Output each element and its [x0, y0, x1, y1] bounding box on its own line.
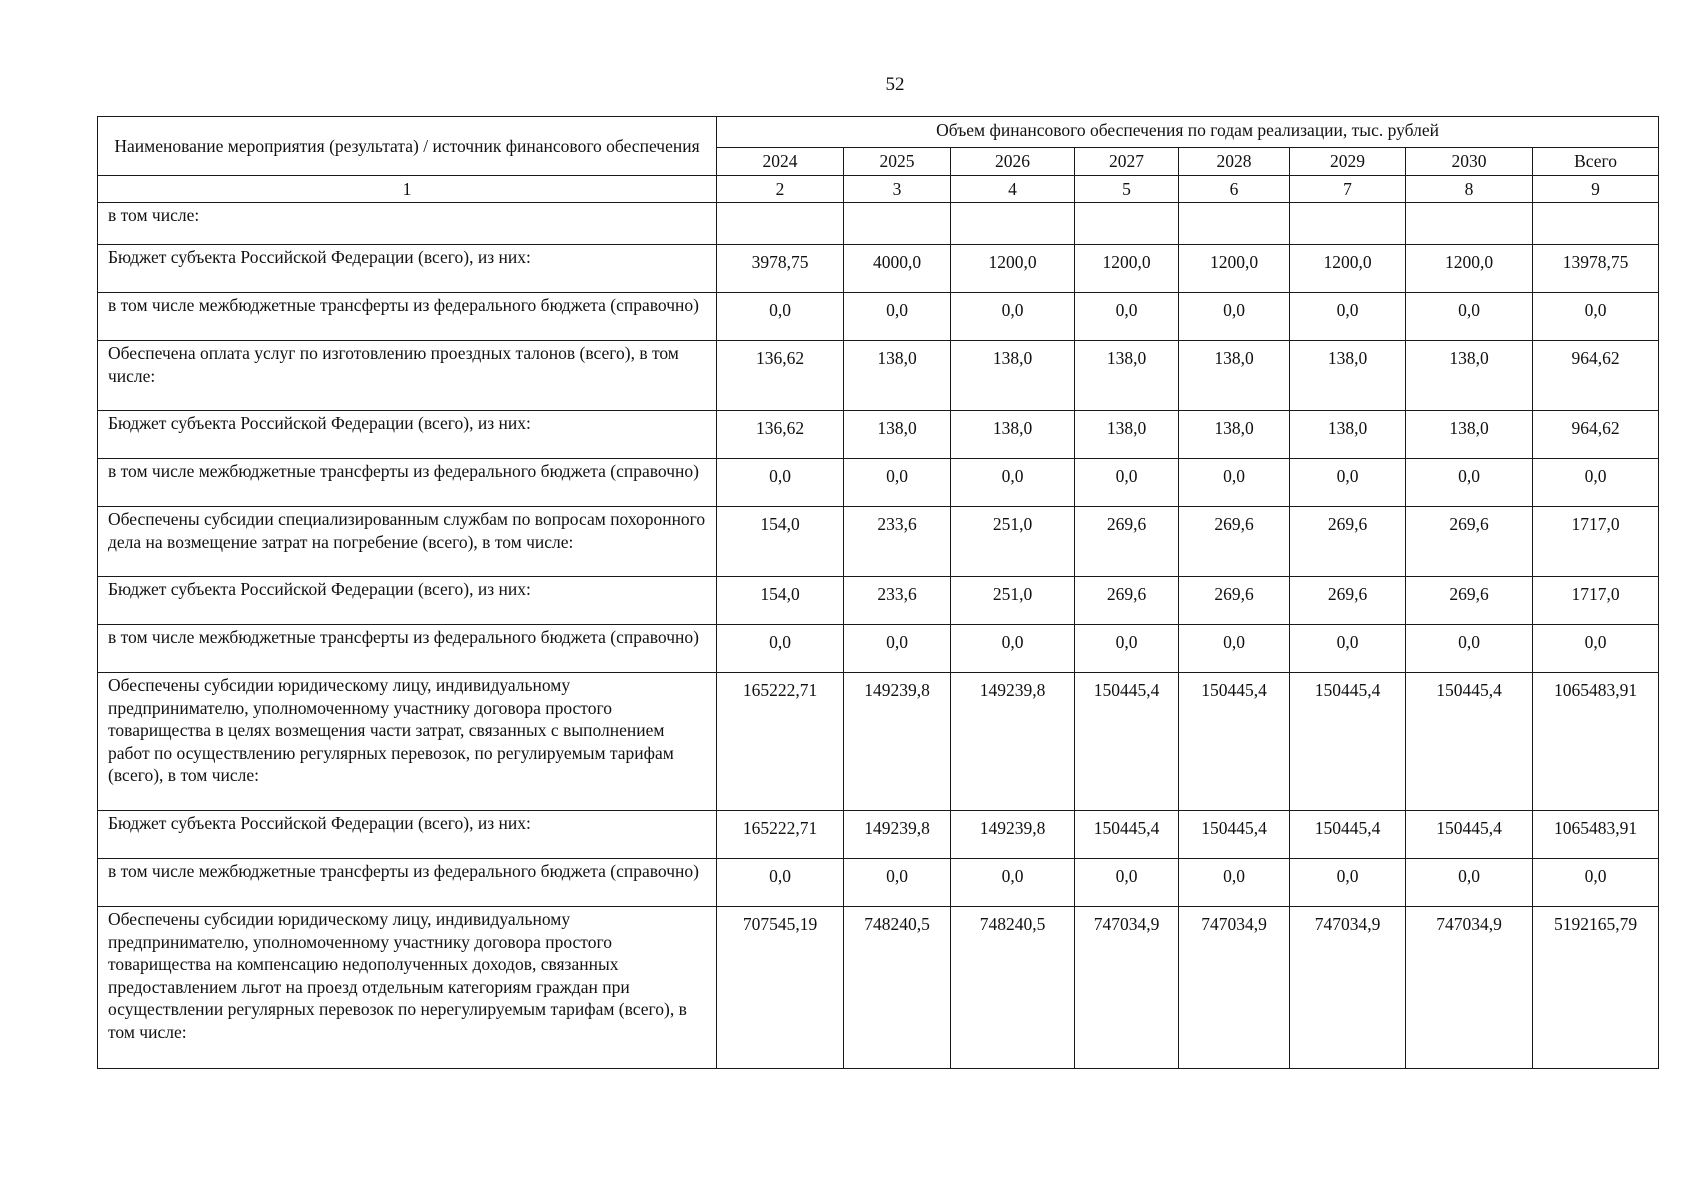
table-row — [98, 293, 1659, 341]
column-number: 3 — [844, 175, 951, 203]
row-value: 1200,0 — [1290, 245, 1406, 293]
row-name: Обеспечены субсидии специализированным службам по вопросам похоронного дела на возмещение затрат на погребение (всего), в том числе: — [98, 507, 717, 577]
row-value: 0,0 — [1179, 293, 1290, 341]
row-value: 165222,71 — [717, 811, 844, 859]
row-value: 165222,71 — [717, 673, 844, 811]
row-value: 0,0 — [1179, 459, 1290, 507]
row-value: 149239,8 — [844, 811, 951, 859]
row-value: 269,6 — [1179, 577, 1290, 625]
table-row — [98, 625, 1659, 673]
header-year: 2024 — [717, 148, 844, 176]
row-value: 269,6 — [1075, 507, 1179, 577]
row-value: 0,0 — [1406, 625, 1533, 673]
row-value: 149239,8 — [844, 673, 951, 811]
row-name: Бюджет субъекта Российской Федерации (всего), из них: — [98, 577, 717, 625]
table-row — [98, 577, 1659, 625]
header-name-column: Наименование мероприятия (результата) / источник финансового обеспечения — [98, 117, 717, 176]
row-name: Обеспечены субсидии юридическому лицу, индивидуальному предпринимателю, уполномоченному участнику договора простого товарищества на компенсацию недополученных доходов, связанных предоставлением льгот на проезд отдельным категориям граждан при осуществлении регулярных перевозок по нерегулируемым тарифам (всего), в том числе: — [98, 907, 717, 1069]
row-value: 138,0 — [951, 411, 1075, 459]
row-value: 138,0 — [1075, 341, 1179, 411]
row-value: 0,0 — [1290, 293, 1406, 341]
row-value: 138,0 — [1290, 341, 1406, 411]
row-value: 149239,8 — [951, 673, 1075, 811]
table-row — [98, 341, 1659, 411]
row-value: 748240,5 — [951, 907, 1075, 1069]
financing-table — [97, 116, 1659, 1069]
row-value: 0,0 — [951, 859, 1075, 907]
row-value — [1406, 203, 1533, 245]
row-value: 0,0 — [844, 625, 951, 673]
row-value: 0,0 — [1290, 859, 1406, 907]
row-value: 0,0 — [717, 859, 844, 907]
row-value: 4000,0 — [844, 245, 951, 293]
row-name: Обеспечена оплата услуг по изготовлению проездных талонов (всего), в том числе: — [98, 341, 717, 411]
row-value: 0,0 — [1290, 625, 1406, 673]
row-value: 707545,19 — [717, 907, 844, 1069]
row-value: 747034,9 — [1179, 907, 1290, 1069]
row-value: 0,0 — [1533, 293, 1659, 341]
row-value: 0,0 — [1075, 459, 1179, 507]
row-name: в том числе межбюджетные трансферты из федерального бюджета (справочно) — [98, 859, 717, 907]
row-value: 0,0 — [951, 625, 1075, 673]
row-value: 138,0 — [1406, 411, 1533, 459]
column-numbers-row — [98, 175, 1659, 203]
column-number: 1 — [98, 175, 717, 203]
header-total: Всего — [1533, 148, 1659, 176]
header-year: 2028 — [1179, 148, 1290, 176]
row-value: 150445,4 — [1179, 811, 1290, 859]
row-name: в том числе межбюджетные трансферты из федерального бюджета (справочно) — [98, 459, 717, 507]
header-volume-group: Объем финансового обеспечения по годам реализации, тыс. рублей — [717, 117, 1659, 148]
table-row — [98, 811, 1659, 859]
column-number: 9 — [1533, 175, 1659, 203]
row-value: 0,0 — [1179, 625, 1290, 673]
row-value: 3978,75 — [717, 245, 844, 293]
row-value: 138,0 — [1179, 341, 1290, 411]
row-value: 138,0 — [1406, 341, 1533, 411]
row-value: 150445,4 — [1406, 673, 1533, 811]
table-row — [98, 245, 1659, 293]
row-value: 0,0 — [1533, 459, 1659, 507]
row-value: 1717,0 — [1533, 577, 1659, 625]
row-value: 150445,4 — [1075, 673, 1179, 811]
row-value: 747034,9 — [1290, 907, 1406, 1069]
row-value: 138,0 — [844, 411, 951, 459]
row-value: 150445,4 — [1290, 673, 1406, 811]
header-year: 2025 — [844, 148, 951, 176]
row-name: Бюджет субъекта Российской Федерации (всего), из них: — [98, 245, 717, 293]
row-value: 269,6 — [1075, 577, 1179, 625]
row-value: 5192165,79 — [1533, 907, 1659, 1069]
column-number: 5 — [1075, 175, 1179, 203]
row-value: 1065483,91 — [1533, 811, 1659, 859]
row-value: 747034,9 — [1075, 907, 1179, 1069]
row-value: 0,0 — [844, 293, 951, 341]
table-row — [98, 203, 1659, 245]
table-row — [98, 859, 1659, 907]
column-number: 6 — [1179, 175, 1290, 203]
row-value: 0,0 — [1533, 625, 1659, 673]
row-value: 0,0 — [1406, 293, 1533, 341]
header-year: 2029 — [1290, 148, 1406, 176]
row-value: 233,6 — [844, 577, 951, 625]
row-name: Бюджет субъекта Российской Федерации (всего), из них: — [98, 411, 717, 459]
row-name: в том числе: — [98, 203, 717, 245]
row-value: 136,62 — [717, 341, 844, 411]
row-value: 138,0 — [1290, 411, 1406, 459]
table-row — [98, 411, 1659, 459]
column-number: 7 — [1290, 175, 1406, 203]
row-name: в том числе межбюджетные трансферты из федерального бюджета (справочно) — [98, 625, 717, 673]
table-row — [98, 459, 1659, 507]
row-value: 0,0 — [951, 293, 1075, 341]
row-value: 251,0 — [951, 577, 1075, 625]
row-value — [844, 203, 951, 245]
row-value: 0,0 — [951, 459, 1075, 507]
row-value: 138,0 — [1179, 411, 1290, 459]
row-value: 149239,8 — [951, 811, 1075, 859]
row-value: 0,0 — [1075, 859, 1179, 907]
header-year: 2030 — [1406, 148, 1533, 176]
row-value: 1200,0 — [1075, 245, 1179, 293]
row-name: в том числе межбюджетные трансферты из федерального бюджета (справочно) — [98, 293, 717, 341]
row-value: 747034,9 — [1406, 907, 1533, 1069]
row-value — [951, 203, 1075, 245]
row-value: 964,62 — [1533, 411, 1659, 459]
row-value: 269,6 — [1406, 577, 1533, 625]
row-name: Бюджет субъекта Российской Федерации (всего), из них: — [98, 811, 717, 859]
column-number: 2 — [717, 175, 844, 203]
row-value: 1065483,91 — [1533, 673, 1659, 811]
table-row — [98, 907, 1659, 1069]
row-value — [717, 203, 844, 245]
row-value: 154,0 — [717, 507, 844, 577]
table-row — [98, 507, 1659, 577]
row-value: 0,0 — [844, 859, 951, 907]
row-value: 1200,0 — [1406, 245, 1533, 293]
page-number: 52 — [885, 74, 905, 95]
header-year: 2026 — [951, 148, 1075, 176]
row-value: 0,0 — [717, 625, 844, 673]
row-value: 150445,4 — [1406, 811, 1533, 859]
row-value: 1717,0 — [1533, 507, 1659, 577]
row-value: 0,0 — [1406, 859, 1533, 907]
row-value: 269,6 — [1290, 507, 1406, 577]
row-value: 964,62 — [1533, 341, 1659, 411]
row-value: 150445,4 — [1179, 673, 1290, 811]
row-value — [1533, 203, 1659, 245]
column-number: 4 — [951, 175, 1075, 203]
row-name: Обеспечены субсидии юридическому лицу, индивидуальному предпринимателю, уполномоченному участнику договора простого товарищества в целях возмещения части затрат, связанных с выполнением работ по осуществлению регулярных перевозок, по регулируемым тарифам (всего), в том числе: — [98, 673, 717, 811]
row-value: 748240,5 — [844, 907, 951, 1069]
row-value: 138,0 — [844, 341, 951, 411]
row-value: 251,0 — [951, 507, 1075, 577]
row-value: 269,6 — [1406, 507, 1533, 577]
table-row — [98, 673, 1659, 811]
row-value: 0,0 — [717, 293, 844, 341]
row-value — [1179, 203, 1290, 245]
row-value — [1075, 203, 1179, 245]
row-value: 154,0 — [717, 577, 844, 625]
row-value: 0,0 — [1406, 459, 1533, 507]
column-number: 8 — [1406, 175, 1533, 203]
row-value: 0,0 — [1075, 293, 1179, 341]
row-value: 150445,4 — [1290, 811, 1406, 859]
row-value: 0,0 — [844, 459, 951, 507]
header-year: 2027 — [1075, 148, 1179, 176]
row-value: 138,0 — [951, 341, 1075, 411]
row-value: 0,0 — [1179, 859, 1290, 907]
row-value: 1200,0 — [951, 245, 1075, 293]
row-value: 136,62 — [717, 411, 844, 459]
row-value: 150445,4 — [1075, 811, 1179, 859]
row-value: 269,6 — [1290, 577, 1406, 625]
row-value: 1200,0 — [1179, 245, 1290, 293]
row-value: 0,0 — [1533, 859, 1659, 907]
row-value: 0,0 — [1290, 459, 1406, 507]
row-value: 269,6 — [1179, 507, 1290, 577]
row-value — [1290, 203, 1406, 245]
row-value: 13978,75 — [1533, 245, 1659, 293]
row-value: 233,6 — [844, 507, 951, 577]
row-value: 0,0 — [1075, 625, 1179, 673]
row-value: 0,0 — [717, 459, 844, 507]
row-value: 138,0 — [1075, 411, 1179, 459]
